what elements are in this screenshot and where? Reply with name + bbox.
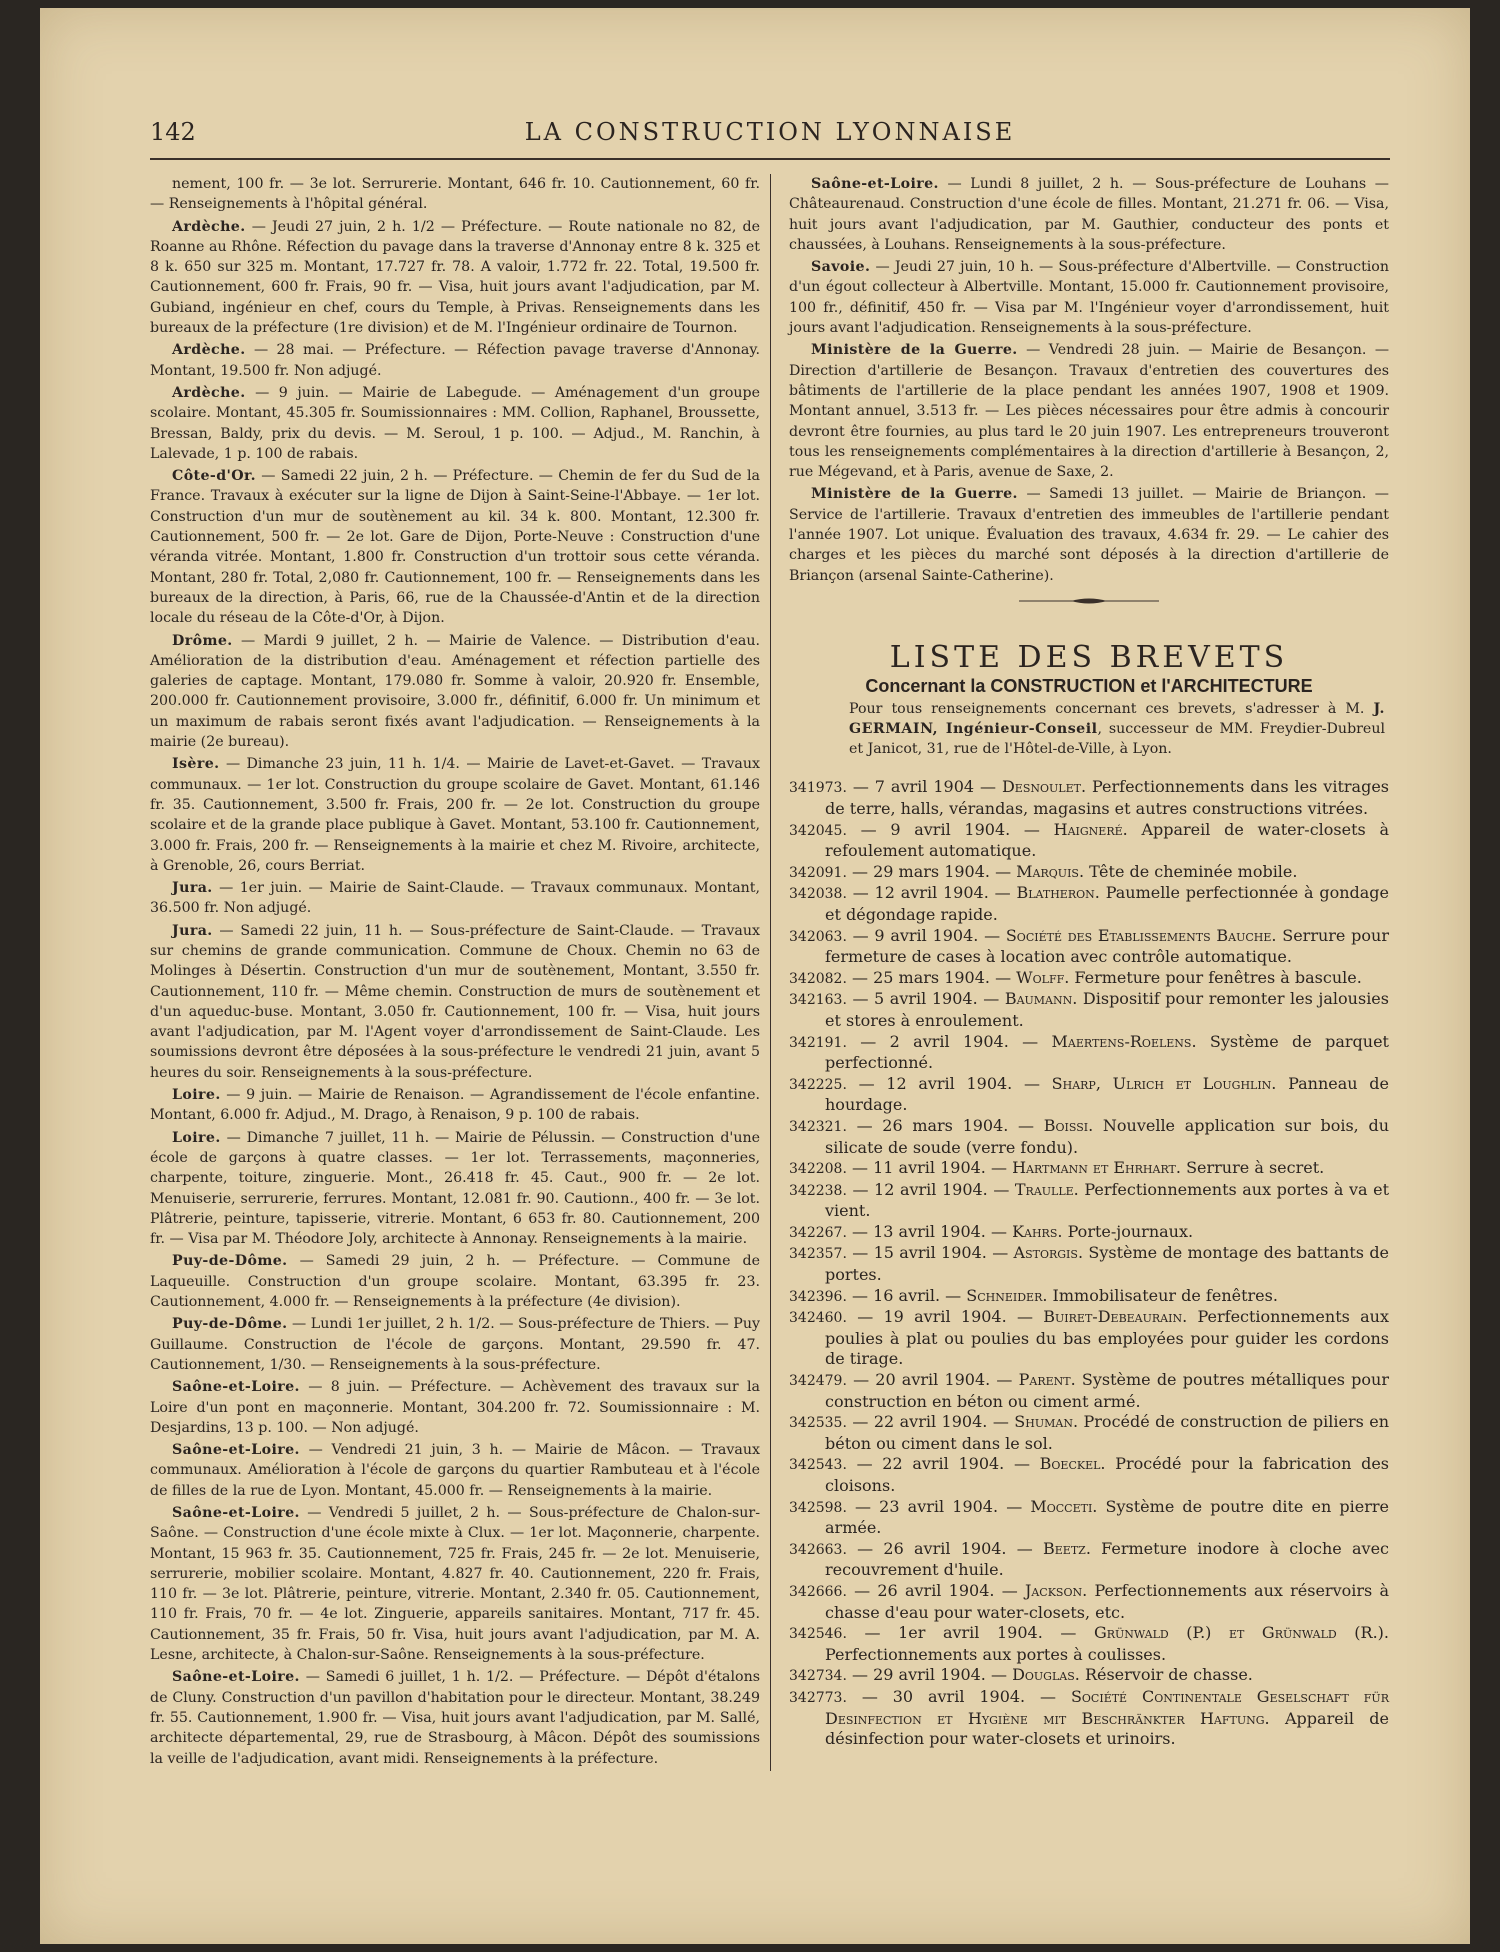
patent-entry (789, 1243, 1389, 1285)
patent-date: — 7 avril 1904 — (852, 777, 997, 797)
patent-date: — 1er avril 1904. — (864, 1623, 1077, 1643)
patent-entry (789, 1158, 1389, 1180)
patent-entry (789, 1307, 1389, 1370)
patent-holder: Société Continentale Geselschaft für Desinfection et Hygiène mit Beschränkter Haftung. (825, 1686, 1389, 1728)
tender-location: Saône-et-Loire. (172, 1379, 300, 1396)
patent-number: 342321. (789, 1118, 847, 1135)
patent-holder: Sharp, Ulrich et Loughlin. (1051, 1073, 1277, 1093)
tender-text: — 1er juin. — Mairie de Saint-Claude. — Travaux communaux. Montant, 36.500 fr. Non adjugé. (150, 880, 761, 917)
patent-number: 342082. (789, 970, 847, 987)
tender-text: — Samedi 6 juillet, 1 h. 1/2. — Préfecture. — Dépôt d'étalons de Cluny. Construction d'un pavillon d'habitation pour le directeur. Montant, 38.249 fr. 55. Cautionnement, 1.900 fr. — Visa, huit jours avant l'adjudication, par M. Sallé, architecte départemental, 29, rue de Strasbourg, à Mâcon. Dépôt des soumissions la veille de l'adjudication, avant midi. Renseignements à la préfecture. (150, 1669, 761, 1767)
patent-date: — 22 avril 1904. — (856, 1454, 1030, 1474)
patent-date: — 9 avril 1904. — (852, 925, 1001, 945)
patent-description: Panneau de hourdage. (825, 1073, 1389, 1115)
patent-holder: Mocceti. (1030, 1496, 1098, 1516)
patent-number: 342734. (789, 1668, 847, 1685)
patent-entry (789, 989, 1389, 1031)
tender-entry (150, 383, 760, 464)
tender-entry (150, 878, 760, 919)
patent-holder: Schneider. (966, 1285, 1048, 1305)
patent-holder: Boissi. (1043, 1115, 1094, 1135)
tender-entry (150, 174, 760, 215)
patent-description: Fermeture pour fenêtres à bascule. (1074, 967, 1362, 987)
tender-entry (789, 174, 1389, 255)
patent-number: 342773. (789, 1689, 847, 1706)
patent-description: Serrure pour fermeture de cases à location avec contrôle automatique. (825, 925, 1389, 967)
tender-location: Drôme. (172, 632, 233, 649)
patent-entry (789, 862, 1389, 884)
tender-location: Isère. (172, 756, 220, 773)
patent-date: — 30 avril 1904. — (861, 1686, 1057, 1706)
patent-date: — 12 avril 1904. — (852, 1179, 1010, 1199)
patent-holder: Kahrs. (1012, 1221, 1063, 1241)
patent-description: Immobilisateur de fenêtres. (1052, 1285, 1278, 1305)
patent-number: 342543. (789, 1457, 847, 1474)
patent-holder: Shuman. (1014, 1412, 1079, 1432)
patent-date: — 26 avril 1904. — (857, 1538, 1033, 1558)
patent-date: — 9 avril 1904. — (860, 819, 1040, 839)
tender-location: Savoie. (811, 259, 871, 276)
tender-entry (150, 466, 760, 628)
tender-text: — Samedi 22 juin, 11 h. — Sous-préfecture de Saint-Claude. — Travaux sur chemins de grande communication. Commune de Choux. Chemin no 63 de Molinges à Désertin. Construction d'un mur de soutènement, Montant, 3.550 fr. Cautionnement, 110 fr. — Même chemin. Construction de murs de soutènement et d'un aqueduc-buse. Montant, 3.050 fr. Cautionnement, 100 fr. — Visa, huit jours avant l'adjudication, par M. l'Agent voyer d'arrondissement de Saint-Claude. Les soumissions devront être déposées à la sous-préfecture le vendredi 21 juin, avant 5 heures du soir. Renseignements à la sous-préfecture. (150, 922, 760, 1081)
patent-number: 342396. (789, 1288, 847, 1305)
two-column-body (150, 174, 1390, 1771)
patent-holder: Douglas. (1012, 1665, 1080, 1685)
tender-location: Ministère de la Guerre. (811, 342, 1018, 359)
patent-description: Appareil de water-closets à refoulement automatique. (825, 819, 1389, 861)
tenders-continued (789, 174, 1389, 586)
tender-entry (150, 1085, 760, 1126)
tender-entry (150, 1314, 760, 1375)
patent-description: Tête de cheminée mobile. (1089, 861, 1298, 881)
patent-holder: Baumann. (1004, 989, 1078, 1009)
patent-entry (789, 1074, 1389, 1116)
patent-number: 342238. (789, 1182, 847, 1199)
patents-title: LISTE DES BREVETS (889, 639, 1289, 675)
tender-text: — Vendredi 5 juillet, 2 h. — Sous-préfecture de Chalon-sur-Saône. — Construction d'une école mixte à Clux. — 1er lot. Maçonnerie, charpente. Montant, 15 963 fr. 35. Cautionnement, 725 fr. Frais, 245 fr. — 2e lot. Menuiserie, serrurerie, mobilier scolaire. Montant, 4.827 fr. 40. Cautionnement, 220 fr. Frais, 110 fr. — 3e lot. Plâtrerie, peinture, vitrerie. Montant, 2.340 fr. 05. Cautionnement, 110 fr. Frais, 70 fr. — 4e lot. Zinguerie, appareils sanitaires. Montant, 717 fr. 45. Cautionnement, 35 fr. Frais, 50 fr. Visa, huit jours avant l'adjudication, par M. A. Lesne, architecte, à Chalon-sur-Saône. Renseignements à la sous-préfecture. (150, 1505, 760, 1664)
tender-entry (150, 1503, 760, 1665)
patent-number: 342460. (789, 1310, 847, 1327)
patent-holder: Hartmann et Ehrhart. (1012, 1158, 1181, 1178)
tender-entry (150, 1377, 760, 1438)
tender-text: — Dimanche 7 juillet, 11 h. — Mairie de Pélussin. — Construction d'une école de garçons à quatre classes. — 1er lot. Terrassements, maçonneries, charpente, toiture, zinguerie. Mont., 26.418 fr. 45. Caut., 900 fr. — 2e lot. Menuiserie, serrurerie, ferrures. Montant, 12.081 fr. 90. Cautionn., 400 fr. — 3e lot. Plâtrerie, peinture, tapisserie, vitrerie. Montant, 6 653 fr. 80. Cautionnement, 200 fr. — Visa par M. Théodore Joly, architecte à Annonay. Renseignements à la mairie. (150, 1129, 761, 1248)
patent-description: Procédé de construction de piliers en béton ou ciment dans le sol. (825, 1412, 1390, 1453)
patent-date: — 12 avril 1904. — (858, 1073, 1040, 1093)
tender-location: Puy-de-Dôme. (172, 1253, 288, 1270)
patent-date: — 19 avril 1904. — (857, 1307, 1033, 1327)
tender-location: Côte-d'Or. (172, 468, 256, 485)
patent-description: Système de poutres métalliques pour construction en béton ou ciment armé. (825, 1370, 1390, 1411)
tender-text: nement, 100 fr. — 3e lot. Serrurerie. Montant, 646 fr. 10. Cautionnement, 60 fr. — Renseignements à l'hôpital général. (150, 176, 760, 213)
tender-location: Ministère de la Guerre. (811, 486, 1018, 503)
patent-number: 342038. (789, 886, 847, 903)
patent-entry (789, 1180, 1389, 1222)
patent-description: Perfectionnements aux réservoirs à chasse d'eau pour water-closets, etc. (825, 1580, 1389, 1622)
tender-text: — 9 juin. — Mairie de Renaison. — Agrandissement de l'école enfantine. Montant, 6.000 fr. Adjud., M. Drago, à Renaison, 9 p. 100 de rabais. (150, 1087, 760, 1124)
patent-description: Système de montage des battants de portes. (825, 1243, 1390, 1285)
patent-entry (789, 1032, 1389, 1074)
patent-entry (789, 777, 1389, 819)
patent-holder: Parent. (1018, 1370, 1076, 1390)
patents-subtitle: Concernant la CONSTRUCTION et l'ARCHITECTURE (865, 676, 1313, 697)
tender-text: — Jeudi 27 juin, 2 h. 1/2 — Préfecture. — Route nationale no 82, de Roanne au Rhône. Réfection du pavage dans la traverse d'Annonay entre 8 k. 325 et 8 k. 650 sur 325 m. Montant, 17.727 fr. 78. A valoir, 1.772 fr. 22. Total, 19.500 fr. Cautionnement, 600 fr. Frais, 90 fr. — Visa, huit jours avant l'adjudication, par M. Gubiand, ingénieur en chef, cours du Temple, à Privas. Renseignements dans les bureaux de la préfecture (1re division) et de M. l'Ingénieur ordinaire de Tournon. (150, 218, 760, 337)
patent-date: — 15 avril 1904. — (852, 1243, 1009, 1263)
tender-entry (150, 1440, 760, 1501)
tender-text: — 9 juin. — Mairie de Labegude. — Aménagement d'un groupe scolaire. Montant, 45.305 fr. Soumissionnaires : MM. Collion, Raphanel, Broussette, Bressan, Baldy, prix du devis. — M. Seroul, 1 p. 100. — Adjud., M. Ranchin, à Lalevade, 1 p. 100 de rabais. (150, 384, 761, 462)
patent-holder: Jackson. (1024, 1580, 1088, 1600)
patent-date: — 29 avril 1904. — (852, 1665, 1007, 1685)
divider-ornament-icon (1019, 596, 1159, 606)
tender-text: — Mardi 9 juillet, 2 h. — Mairie de Valence. — Distribution d'eau. Amélioration de la distribution d'eau. Aménagement et réfection partielle des galeries de captage. Montant, 179.080 fr. Somme à valoir, 20.920 fr. Ensemble, 200.000 fr. Cautionnement provisoire, 3.000 fr., définitif, 6.000 fr. Un minimum et un maximum de rabais seront fixés avant l'adjudication. — Renseignements à la mairie (2e bureau). (150, 632, 761, 751)
tender-text: — Samedi 22 juin, 2 h. — Préfecture. — Chemin de fer du Sud de la France. Travaux à exécuter sur la ligne de Dijon à Saint-Seine-l'Abbaye. — 1er lot. Construction d'un mur de soutènement au kil. 34 k. 800. Montant, 12.300 fr. Cautionnement, 500 fr. — 2e lot. Gare de Dijon, Porte-Neuve : Construction d'une véranda vitrée. Montant, 1.800 fr. Construction d'un trottoir sous cette véranda. Montant, 280 fr. Total, 2,080 fr. Cautionnement, 100 fr. — Renseignements dans les bureaux de la direction, à Paris, 66, rue de la Chaussée-d'Antin et de la direction locale du réseau de la Côte-d'Or, à Dijon. (150, 468, 760, 627)
tender-entry (150, 217, 760, 339)
patent-date: — 20 avril 1904. — (853, 1370, 1013, 1390)
left-column (150, 174, 760, 1771)
patent-number: 342208. (789, 1161, 847, 1178)
tender-entry (150, 921, 760, 1083)
patent-holder: Maertens-Roelens. (1051, 1031, 1197, 1051)
patent-entry (789, 1623, 1389, 1665)
patent-entry (789, 1581, 1389, 1623)
patent-description: Serrure à secret. (1186, 1158, 1325, 1178)
patent-date: — 5 avril 1904. — (852, 989, 1000, 1009)
patent-holder: Boeckel. (1039, 1454, 1106, 1474)
patent-number: 342063. (789, 928, 847, 945)
patent-number: 342357. (789, 1246, 847, 1263)
patent-number: 342666. (789, 1583, 847, 1600)
patent-date: — 12 avril 1904. — (852, 883, 1011, 903)
patent-description: Perfectionnements aux poulies à plat ou poulies du bas employées pour guider les cordons de tirage. (825, 1307, 1389, 1369)
patent-number: 342479. (789, 1373, 847, 1390)
right-column (770, 174, 1389, 1771)
patent-entry (789, 820, 1389, 862)
patent-number: 342546. (789, 1626, 847, 1643)
section-divider (789, 596, 1389, 606)
patent-description: Paumelle perfectionnée à gondage et dégondage rapide. (825, 883, 1390, 924)
tender-location: Jura. (172, 922, 213, 939)
patent-date: — 26 mars 1904. — (856, 1115, 1035, 1135)
patent-date: — 11 avril 1904. — (852, 1158, 1007, 1178)
patent-description: Perfectionnements aux portes à coulisses. (825, 1644, 1167, 1664)
tender-entry (150, 1667, 760, 1768)
patent-entry (789, 1116, 1389, 1158)
patent-number: 342225. (789, 1076, 847, 1093)
patent-holder: Société des Etablissements Bauche. (1005, 925, 1277, 945)
patent-description: Procédé pour la fabrication des cloisons. (825, 1454, 1390, 1496)
journal-title: LA CONSTRUCTION LYONNAISE (524, 118, 1016, 146)
patent-entry (789, 926, 1389, 968)
tender-entry (789, 257, 1389, 338)
patent-date: — 25 mars 1904. — (852, 967, 1012, 987)
tender-location: Saône-et-Loire. (172, 1442, 300, 1459)
tender-text: — Samedi 29 juin, 2 h. — Préfecture. — Commune de Laqueuille. Construction d'un groupe scolaire. Montant, 63.395 fr. 23. Cautionnement, 4.000 fr. — Renseignements à la préfecture (4e division). (150, 1253, 760, 1311)
page-number: 142 (150, 118, 196, 146)
tender-location: Saône-et-Loire. (172, 1505, 300, 1521)
patent-date: — 13 avril 1904. — (852, 1221, 1007, 1241)
patents-list (789, 777, 1389, 1749)
tender-text: — Lundi 1er juillet, 2 h. 1/2. — Sous-préfecture de Thiers. — Puy Guillaume. Construction de l'école de garçons. Montant, 29.590 fr. 47. Cautionnement, 1/30. — Renseignements à la sous-préfecture. (150, 1316, 760, 1373)
patent-entry (789, 1539, 1389, 1581)
patent-date: — 22 avril 1904. — (852, 1412, 1009, 1432)
patent-number: 342045. (789, 822, 847, 839)
tender-text: — Lundi 8 juillet, 2 h. — Sous-préfecture de Louhans — Châteaurenaud. Construction d'une école de filles. Montant, 21.271 fr. 06. — Visa, huit jours avant l'adjudication, par M. Gauthier, conducteur des ponts et chaussées, à Louhans. Renseignements à la sous-préfecture. (789, 176, 1389, 253)
patent-holder: Traulle. (1014, 1179, 1079, 1199)
patent-number: 342163. (789, 992, 847, 1009)
tender-text: — Vendredi 21 juin, 3 h. — Mairie de Mâcon. — Travaux communaux. Amélioration à l'école de garçons du quartier Rambuteau et à l'école de filles de la rue de Lyon. Montant, 45.000 fr. — Renseignements à la mairie. (150, 1442, 760, 1499)
patent-entry (789, 1454, 1389, 1496)
patent-holder: Blatheron. (1016, 883, 1100, 903)
patent-number: 342091. (789, 864, 847, 881)
tender-entry (150, 340, 760, 381)
tender-location: Jura. (172, 880, 213, 897)
tender-location: Ardèche. (172, 218, 246, 235)
note-text-after: , successeur de MM. Freydier-Dubreul et Janicot, 31, rue de l'Hôtel-de-Ville, à Lyon. (849, 720, 1385, 758)
patent-description: Appareil de désinfection pour water-closets et urinoirs. (825, 1708, 1390, 1749)
tender-text: — Dimanche 23 juin, 11 h. 1/4. — Mairie de Lavet-et-Gavet. — Travaux communaux. — 1er lot. Construction du groupe scolaire de Gavet. Montant, 61.146 fr. 35. Cautionnement, 3.500 fr. Frais, 200 fr. — 2e lot. Construction du groupe scolaire et de la grande place publique à Gavet. Montant, 53.100 fr. Cautionnement, 3.000 fr. Frais, 200 fr. — Renseignements à la mairie et chez M. Rivoire, architecte, à Grenoble, 26, cours Berriat. (150, 756, 761, 874)
tender-entry (150, 1128, 760, 1250)
tender-text: — Jeudi 27 juin, 10 h. — Sous-préfecture d'Albertville. — Construction d'un égout collecteur à Albertville. Montant, 15.000 fr. Cautionnement provisoire, 100 fr., définitif, 450 fr. — Visa par M. l'Ingénieur voyer d'arrondissement, huit jours avant l'adjudication. Renseignements à la sous-préfecture. (789, 259, 1389, 337)
patent-entry (789, 1412, 1389, 1454)
patents-contact-note (789, 699, 1389, 760)
patent-entry (789, 1687, 1389, 1750)
patent-date: — 26 avril 1904. — (854, 1580, 1018, 1600)
tender-text: — 28 mai. — Préfecture. — Réfection pavage traverse d'Annonay. Montant, 19.500 fr. Non adjugé. (150, 342, 760, 379)
patent-holder: Desnoulet. (1001, 777, 1087, 797)
patent-description: Dispositif pour remonter les jalousies et stores à enroulement. (825, 989, 1389, 1030)
patent-description: Réservoir de chasse. (1084, 1665, 1253, 1685)
patent-number: 342267. (789, 1224, 847, 1241)
patent-agent: J. GERMAIN, Ingénieur-Conseil (849, 700, 1385, 737)
patent-number: 342535. (789, 1415, 847, 1432)
tender-text: — 8 juin. — Préfecture. — Achèvement des travaux sur la Loire d'un pont en maçonnerie. Montant, 304.200 fr. 72. Soumissionnaire : M. Desjardins, 13 p. 100. — Non adjugé. (150, 1379, 760, 1436)
tender-location: Ardèche. (172, 384, 246, 401)
tender-location: Loire. (172, 1129, 221, 1146)
patent-entry (789, 968, 1389, 990)
tender-entry (789, 484, 1389, 585)
patent-description: Système de parquet perfectionné. (825, 1031, 1389, 1073)
tender-location: Loire. (172, 1087, 221, 1104)
patent-holder: Marquis. (1016, 861, 1085, 881)
patent-entry (789, 1665, 1389, 1687)
patent-entry (789, 1370, 1389, 1412)
tender-location: Puy-de-Dôme. (172, 1316, 288, 1333)
patent-holder: Buiret-Debeaurain. (1043, 1307, 1188, 1327)
patent-holder: Haigneré. (1053, 819, 1128, 839)
patent-date: — 16 avril. — (852, 1285, 962, 1305)
patent-date: — 2 avril 1904. — (860, 1031, 1039, 1051)
tender-text: — Vendredi 28 juin. — Mairie de Besançon. — Direction d'artillerie de Besançon. Travaux d'entretien des couvertures des bâtiments de l'artillerie de la place pendant les années 1907, 1908 et 1909. Montant annuel, 3.513 fr. — Les pièces nécessaires pour être admis à concourir devront être fournies, au plus tard le 20 juin 1907. Les entrepreneurs trouveront tous les renseignements complémentaires à la direction d'artillerie à Besançon, 2, rue Mégevand, et à Paris, avenue de Saxe, 2. (789, 342, 1390, 481)
patent-number: 342191. (789, 1034, 847, 1051)
patent-holder: Wolff. (1016, 967, 1070, 987)
patent-description: Perfectionnements aux portes à va et vient. (825, 1179, 1389, 1221)
patent-entry (789, 1497, 1389, 1539)
patent-entry (789, 883, 1389, 925)
tender-location: Ardèche. (172, 342, 246, 359)
patent-description: Fermeture inodore à cloche avec recouvrement d'huile. (825, 1538, 1390, 1580)
tender-entry (150, 754, 760, 876)
patent-holder: Grünwald (P.) et Grünwald (R.). (1093, 1623, 1389, 1643)
patent-entry (789, 1286, 1389, 1308)
tender-text: — Samedi 13 juillet. — Mairie de Briançon. — Service de l'artillerie. Travaux d'entretien des immeubles de l'artillerie pendant l'année 1907. Lot unique. Évaluation des travaux, 4.634 fr. 29. — Le cahier des charges et les pièces du marché sont déposés à la direction d'artillerie de Briançon (arsenal Sainte-Catherine). (789, 486, 1389, 584)
patent-description: Système de poutre dite en pierre armée. (825, 1496, 1390, 1538)
patent-date: — 23 avril 1904. — (855, 1496, 1023, 1516)
patent-entry (789, 1222, 1389, 1244)
patent-number: 342598. (789, 1499, 847, 1516)
patent-description: Nouvelle application sur bois, du silicate de soude (verre fondu). (825, 1115, 1389, 1157)
tender-entry (150, 631, 760, 753)
patent-holder: Beetz. (1043, 1538, 1091, 1558)
tender-entry (789, 340, 1389, 482)
note-text-before: Pour tous renseignements concernant ces brevets, s'adresser à M. (849, 700, 1374, 717)
patent-date: — 29 mars 1904. — (852, 861, 1012, 881)
page-sheet (40, 8, 1470, 1944)
patent-holder: Astorgis. (1013, 1243, 1084, 1263)
tender-location: Saône-et-Loire. (172, 1669, 300, 1686)
document-page (150, 118, 1390, 1918)
patent-description: Perfectionnements dans les vitrages de terre, halls, vérandas, magasins et autres constructions vitrées. (825, 777, 1389, 819)
page-header (150, 118, 1390, 160)
tender-location: Saône-et-Loire. (811, 176, 939, 192)
patent-number: 341973. (789, 780, 847, 797)
patent-description: Porte-journaux. (1067, 1221, 1194, 1241)
tender-entry (150, 1251, 760, 1312)
patent-number: 342663. (789, 1541, 847, 1558)
